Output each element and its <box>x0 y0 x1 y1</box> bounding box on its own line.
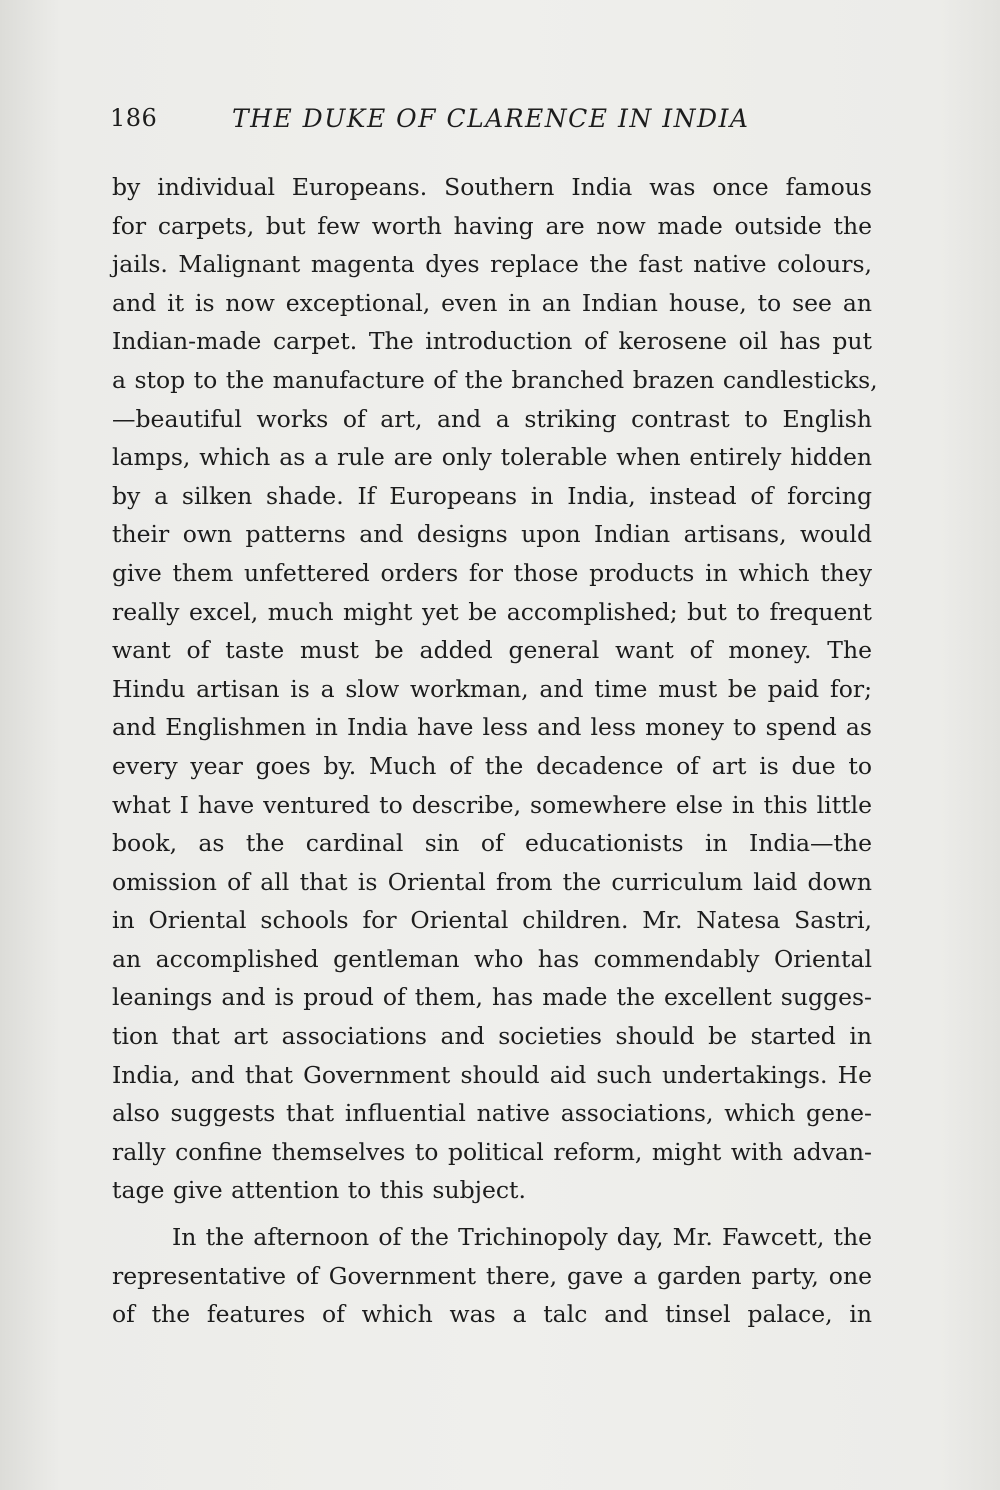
body-text <box>112 168 878 1334</box>
text-line: rally confine themselves to political reform, might with advan- <box>112 1137 872 1166</box>
text-line: every year goes by. Much of the decadence of art is due to <box>112 751 872 780</box>
text-line: tion that art associations and societies should be started in <box>112 1022 872 1051</box>
text-line: also suggests that influential native associations, which gene- <box>112 1099 872 1128</box>
text-line: jails. Malignant magenta dyes replace the fast native colours, <box>112 250 872 279</box>
text-line: Indian-made carpet. The introduction of kerosene oil has put <box>112 327 872 356</box>
text-line: leanings and is proud of them, has made the excellent sugges- <box>112 983 872 1012</box>
text-line: India, and that Government should aid such undertakings. He <box>112 1060 872 1089</box>
text-line: In the afternoon of the Trichinopoly day, Mr. Fawcett, the <box>172 1223 872 1252</box>
text-line: tage give attention to this subject. <box>112 1176 526 1205</box>
text-line: their own patterns and designs upon Indian artisans, would <box>112 520 872 549</box>
text-line: what I have ventured to describe, somewhere else in this little <box>112 790 872 819</box>
text-line: want of taste must be added general want of money. The <box>112 636 872 665</box>
text-line: Hindu artisan is a slow workman, and time must be paid for; <box>112 674 872 703</box>
text-line: an accomplished gentleman who has commendably Oriental <box>112 944 872 973</box>
text-line: in Oriental schools for Oriental children. Mr. Natesa Sastri, <box>112 906 872 935</box>
text-line: give them unfettered orders for those products in which they <box>112 558 872 587</box>
running-title: THE DUKE OF CLARENCE IN INDIA <box>232 104 750 133</box>
text-line: omission of all that is Oriental from the curriculum laid down <box>112 867 872 896</box>
text-line: and Englishmen in India have less and less money to spend as <box>112 713 872 742</box>
text-line: for carpets, but few worth having are now made outside the <box>112 211 872 240</box>
text-line: representative of Government there, gave a garden party, one <box>112 1261 872 1290</box>
text-line: a stop to the manufacture of the branched brazen candlesticks, <box>112 365 878 394</box>
text-line: book, as the cardinal sin of educationists in India—the <box>112 829 872 858</box>
running-head <box>110 104 870 144</box>
paragraph <box>112 168 878 1210</box>
paragraph-gap <box>112 1210 872 1218</box>
text-line: lamps, which as a rule are only tolerable when entirely hidden <box>112 443 872 472</box>
text-line: —beautiful works of art, and a striking contrast to English <box>112 404 872 433</box>
text-line: by a silken shade. If Europeans in India, instead of forcing <box>112 481 872 510</box>
paragraph <box>112 1218 872 1334</box>
text-line: and it is now exceptional, even in an Indian house, to see an <box>112 288 872 317</box>
text-line: of the features of which was a talc and tinsel palace, in <box>112 1300 872 1329</box>
page-number: 186 <box>110 104 158 132</box>
text-line: by individual Europeans. Southern India was once famous <box>112 173 872 201</box>
text-line: really excel, much might yet be accomplished; but to frequent <box>112 597 872 626</box>
